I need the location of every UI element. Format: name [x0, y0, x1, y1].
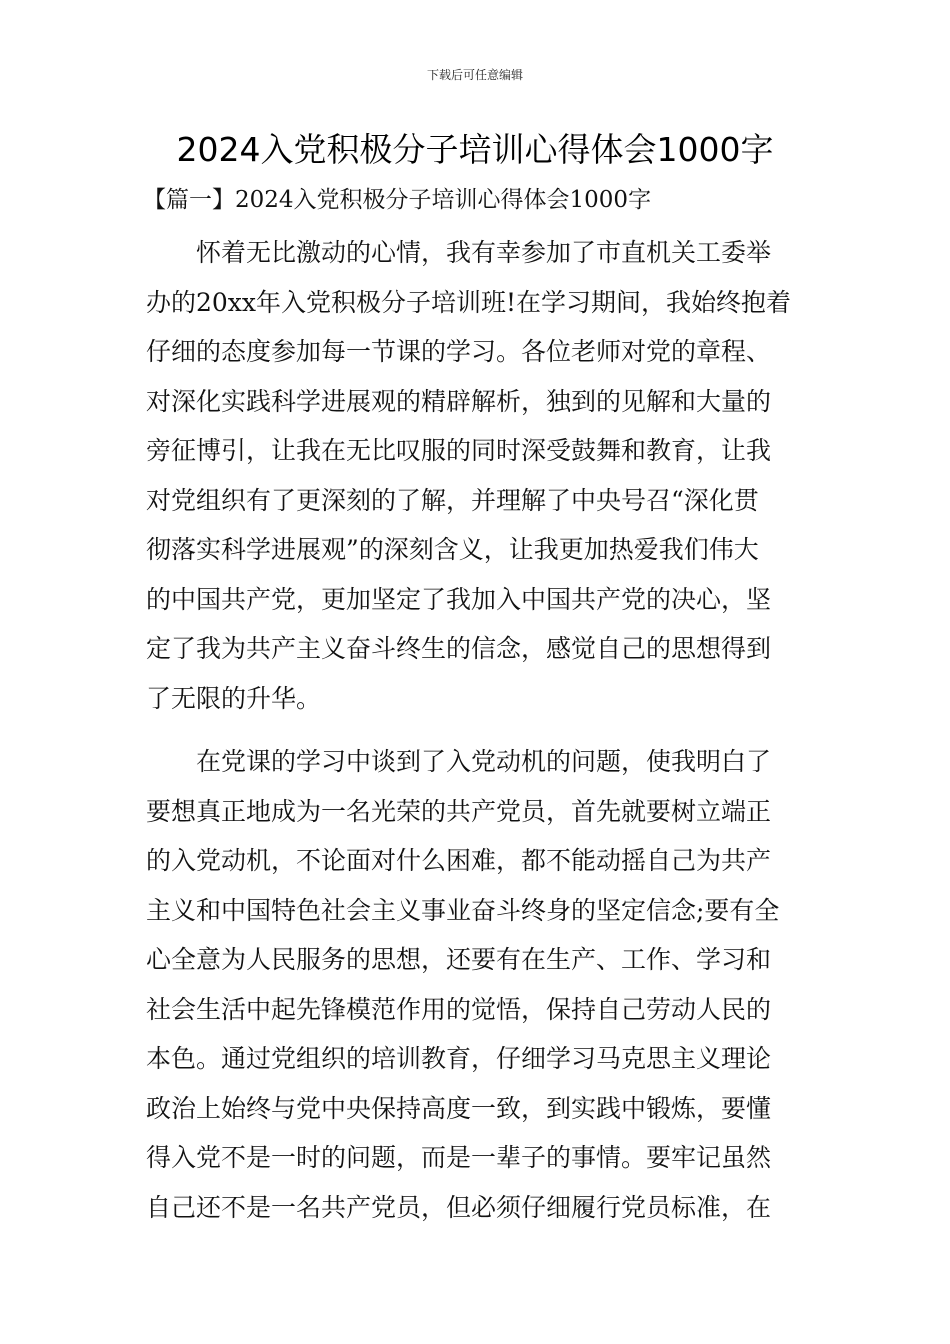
paragraph-line: 的中国共产党，更加坚定了我加入中国共产党的决心，坚: [146, 584, 772, 614]
paragraph-line: 在党课的学习中谈到了入党动机的问题，使我明白了: [196, 747, 772, 776]
paragraph-line: 心全意为人民服务的思想，还要有在生产、工作、学习和: [146, 945, 772, 974]
paragraph-line: 社会生活中起先锋模范作用的觉悟，保持自己劳动人民的: [146, 994, 772, 1024]
paragraph-line: 自己还不是一名共产党员，但必须仔细履行党员标准，在: [146, 1192, 772, 1222]
paragraph-1: [146, 228, 808, 723]
paragraph-line: 的入党动机，不论面对什么困难，都不能动摇自己为共产: [146, 846, 772, 875]
paragraph-line: 怀着无比激动的心情，我有幸参加了市直机关工委举: [196, 238, 772, 267]
section-heading: 【篇一】2024入党积极分子培训心得体会1000字: [143, 187, 652, 213]
paragraph-line: 彻落实科学进展观”的深刻含义，让我更加热爱我们伟大: [146, 535, 759, 564]
paragraph-line: 办的20xx年入党积极分子培训班!在学习期间，我始终抱着: [146, 287, 792, 317]
paragraph-line: 对党组织有了更深刻的了解，并理解了中央号召“深化贯: [146, 485, 759, 515]
document-title: 2024入党积极分子培训心得体会1000字: [176, 130, 774, 169]
paragraph-line: 得入党不是一时的问题，而是一辈子的事情。要牢记虽然: [146, 1143, 772, 1172]
page-header-note: 下载后可任意编辑: [426, 68, 523, 82]
paragraph-line: 对深化实践科学进展观的精辟解析，独到的见解和大量的: [146, 386, 772, 416]
paragraph-line: 了无限的升华。: [146, 683, 322, 713]
paragraph-2: [146, 737, 808, 1232]
paragraph-line: 旁征博引，让我在无比叹服的同时深受鼓舞和教育，让我: [146, 436, 772, 465]
paragraph-line: 仔细的态度参加每一节课的学习。各位老师对党的章程、: [146, 337, 772, 366]
paragraph-line: 定了我为共产主义奋斗终生的信念，感觉自己的思想得到: [146, 634, 772, 663]
paragraph-line: 主义和中国特色社会主义事业奋斗终身的坚定信念;要有全: [146, 895, 780, 925]
document-body: [146, 228, 808, 1246]
paragraph-line: 政治上始终与党中央保持高度一致，到实践中锻炼，要懂: [146, 1093, 772, 1123]
paragraph-line: 要想真正地成为一名光荣的共产党员，首先就要树立端正: [146, 796, 772, 826]
paragraph-line: 本色。通过党组织的培训教育，仔细学习马克思主义理论: [146, 1044, 772, 1073]
